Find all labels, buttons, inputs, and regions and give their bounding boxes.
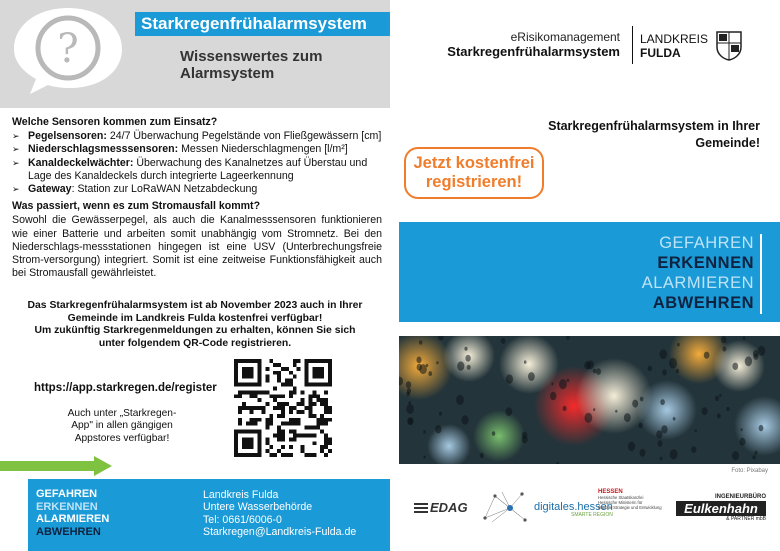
cover-panel (390, 0, 780, 551)
arrow-bullet-icon: ➢ (12, 184, 20, 195)
availability-announcement: Das Starkregenfrühalarmsystem ist ab November 2023 auch in Ihrer Gemeinde im Landkreis Fulda kostenfrei verfügbar! Um zukünftig Starkregenmeldungen zu erhalten, können Sie sich unter folgendem QR-Code registrieren. (27, 300, 363, 349)
edag-mark-icon (414, 503, 428, 513)
contact-email-link[interactable]: Starkregen@Landkreis-Fulda.de (203, 526, 357, 539)
svg-text:?: ? (57, 26, 79, 72)
sensors-question: Welche Sensoren kommen zum Einsatz? (12, 116, 218, 128)
coat-of-arms-icon (716, 31, 742, 61)
invite-text: Starkregenfrühalarmsystem in Ihrer Gemeinde! (548, 119, 760, 150)
list-item: ➢ Pegelsensoren: 24/7 Überwachung Pegelstände von Fließgewässern [cm] (12, 130, 382, 143)
claim-text: GEFAHREN ERKENNEN ALARMIEREN ABWEHREN (641, 234, 754, 312)
list-item: ➢ Kanaldeckelwächter: Überwachung des Kanalnetzes auf Überstau und Lage des Kanaldeckels durch integrierte Lageerkennung (12, 156, 368, 182)
hessen-logo: HESSEN Hessische Staatskanzlei Hessische Ministerin für Digitale Strategie und Entwicklung (598, 489, 662, 510)
divider (632, 26, 633, 64)
ingenieurbuero-logo: INGENIEURBÜRO Eulkenhahn & PARTNER mbB (676, 494, 766, 522)
landkreis-logo: LANDKREIS FULDA (640, 32, 709, 60)
arrow-bullet-icon: ➢ (12, 157, 20, 168)
arrow-bullet-icon: ➢ (12, 131, 20, 142)
photo-credit: Foto: Pixabay (731, 468, 768, 474)
list-item: ➢ Gateway: Station zur LoRaWAN Netzabdeckung (12, 183, 258, 196)
list-item: ➢ Niederschlagsmesssensoren: Messen Niederschlagmengen [l/m²] (12, 143, 348, 156)
partner-logos (414, 488, 764, 528)
header-title: Starkregenfrühalarmsystem (135, 12, 390, 36)
qr-code[interactable] (234, 359, 332, 457)
question-bubble-icon (8, 4, 128, 96)
sensor-info (12, 116, 382, 284)
section-subtitle: Wissenswertes zum Alarmsystem (180, 48, 323, 82)
register-button[interactable]: Jetzt kostenfrei registrieren! (404, 147, 544, 199)
appstore-note: Auch unter „Starkregen- App" in allen gängigen Appstores verfügbar! (67, 408, 177, 444)
digitales-hessen-logo: digitales.hessen SMARTE REGION (534, 501, 613, 518)
sensor-list (12, 130, 382, 196)
green-arrow-icon (0, 456, 112, 476)
footer-claim: GEFAHREN ERKENNEN ALARMIEREN ABWEHREN (36, 488, 110, 538)
contact-address: Landkreis Fulda Untere Wasserbehörde Tel: 0661/6006-0 Starkregen@Landkreis-Fulda.de (203, 489, 357, 539)
power-question: Was passiert, wenn es zum Stromausfall kommt? (12, 200, 261, 213)
edag-logo: EDAG (414, 500, 468, 515)
divider (760, 234, 762, 314)
brand-title: eRisikomanagement Starkregenfrühalarmsystem (447, 30, 620, 59)
raindrops-photo (399, 336, 780, 464)
register-url-link[interactable]: https://app.starkregen.de/register (34, 382, 217, 394)
arrow-bullet-icon: ➢ (12, 144, 20, 155)
network-logo-icon (480, 490, 530, 524)
power-text: Sowohl die Gewässerpegel, als auch die Kanalmesssensoren funktionieren wie einer Batterie und arbeiten somit unabhängig vom Stromnetz. Bei den Niederschlags-messstationen hingegen ist eine USV (Unterbrechungsfreie Strom-versorgung) integriert. Somit ist eine zeitweise Funktionsfähigkeit auch bei Stromausfall gewährleistet. (12, 214, 382, 280)
